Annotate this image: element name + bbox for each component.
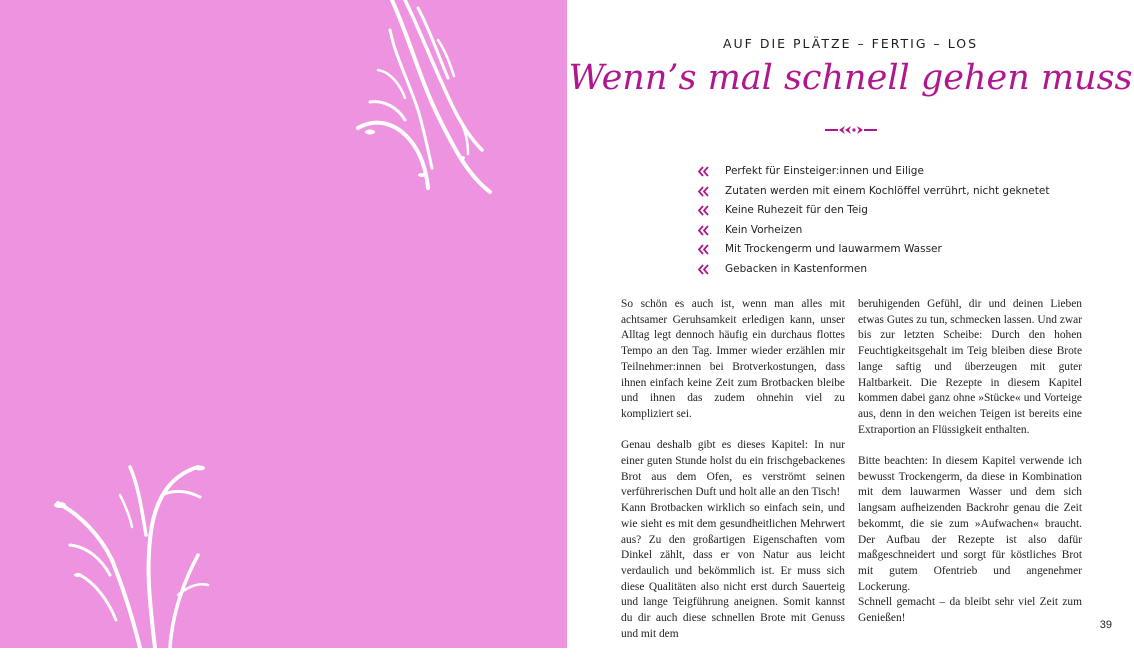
right-page <box>567 0 1134 648</box>
list-item <box>697 163 1049 183</box>
list-item <box>697 241 1049 261</box>
leaf-divider-icon <box>825 123 877 137</box>
list-item-text: Gebacken in Kastenformen <box>725 262 867 275</box>
double-chevron-left-icon <box>697 166 711 177</box>
list-item <box>697 261 1049 281</box>
feature-list <box>697 163 1049 280</box>
list-item <box>697 222 1049 242</box>
list-item-text: Kein Vorheizen <box>725 223 803 236</box>
body-paragraph: Genau deshalb gibt es dieses Kapitel: In nur einer guten Stunde holst du ein frischgebackenes Brot aus dem Ofen, es verströmt seinen verführerischen Duft und holt alle an den Tisch! <box>621 439 845 499</box>
double-chevron-left-icon <box>697 225 711 236</box>
list-item-text: Perfekt für Einsteiger:innen und Eilige <box>725 165 924 177</box>
body-paragraph: So schön es auch ist, wenn man alles mit achtsamer Geruhsamkeit erledigen kann, unser Alltag legt dennoch häufig ein durchaus flottes Tempo an den Tag. Immer wieder erzählen mir Teilnehmer:innen bei Brotverkostungen, dass ihnen einfach keine Zeit zum Brotbacken bleibe und ihnen das zudem ohnehin viel zu kompliziert sei. <box>621 298 845 420</box>
page-number: 39 <box>1099 619 1112 631</box>
double-chevron-left-icon <box>697 264 711 275</box>
list-item-text: Keine Ruhezeit für den Teig <box>725 204 868 216</box>
list-item <box>697 183 1049 203</box>
body-column-left <box>621 297 845 658</box>
double-chevron-left-icon <box>697 244 711 255</box>
body-paragraph: Bitte beachten: In diesem Kapitel verwende ich bewusst Trockengerm, da diese in Kombination mit dem lauwarmen Wasser und dem sich langsam aufheizenden Backrohr genau die Zeit bekommt, die sie zum »Aufwachen« braucht. Der Aufbau der Rezepte ist also dafür maßgeschneidert und sorgt für köstliches Brot mit gutem Ofentrieb und angenehmer Lockerung. <box>858 455 1082 593</box>
chapter-kicker: AUF DIE PLÄTZE – FERTIG – LOS <box>722 36 979 51</box>
list-item-text: Mit Trockengerm und lauwarmem Wasser <box>725 243 942 255</box>
list-item <box>697 202 1049 222</box>
double-chevron-left-icon <box>697 186 711 197</box>
body-paragraph: Kann Brotbacken wirklich so einfach sein, und wie sieht es mit dem gesundheitlichen Mehrwert aus? Zu den großartigen Eigenschaften vom Dinkel zählt, dass er von Natur aus leicht verdaulich und bekömmlich ist. Er muss sich diese Qualitäten also nicht erst durch Sauerteig und lange Teigführung aneignen. Somit kannst du dir auch diese schnellen Brote mit Genuss und mit dem <box>621 502 845 640</box>
body-paragraph: Schnell gemacht – da bleibt sehr viel Zeit zum Genießen! <box>858 596 1082 625</box>
body-column-right <box>858 297 1082 642</box>
double-chevron-left-icon <box>697 205 711 216</box>
top-flourish-icon <box>350 0 500 200</box>
body-paragraph: beruhigenden Gefühl, dir und deinen Lieben etwas Gutes zu tun, schmecken lassen. Und zwar bis zur letzten Scheibe: Durch den hohen Feuchtigkeitsgehalt im Teig bleiben diese Brote lange saftig und überzeugen mit guter Haltbarkeit. Die Rezepte in diesem Kapitel kommen dabei ganz ohne »Stücke« und Vorteige aus, denn in den weichen Teigen ist bereits eine Extraportion an Flüssigkeit enthalten. <box>858 298 1082 436</box>
list-item-text: Zutaten werden mit einem Kochlöffel verrührt, nicht geknetet <box>725 184 1050 197</box>
bottom-flourish-icon <box>50 455 210 648</box>
chapter-title: Wenn’s mal schnell gehen muss <box>568 58 1133 98</box>
left-page <box>0 0 567 648</box>
